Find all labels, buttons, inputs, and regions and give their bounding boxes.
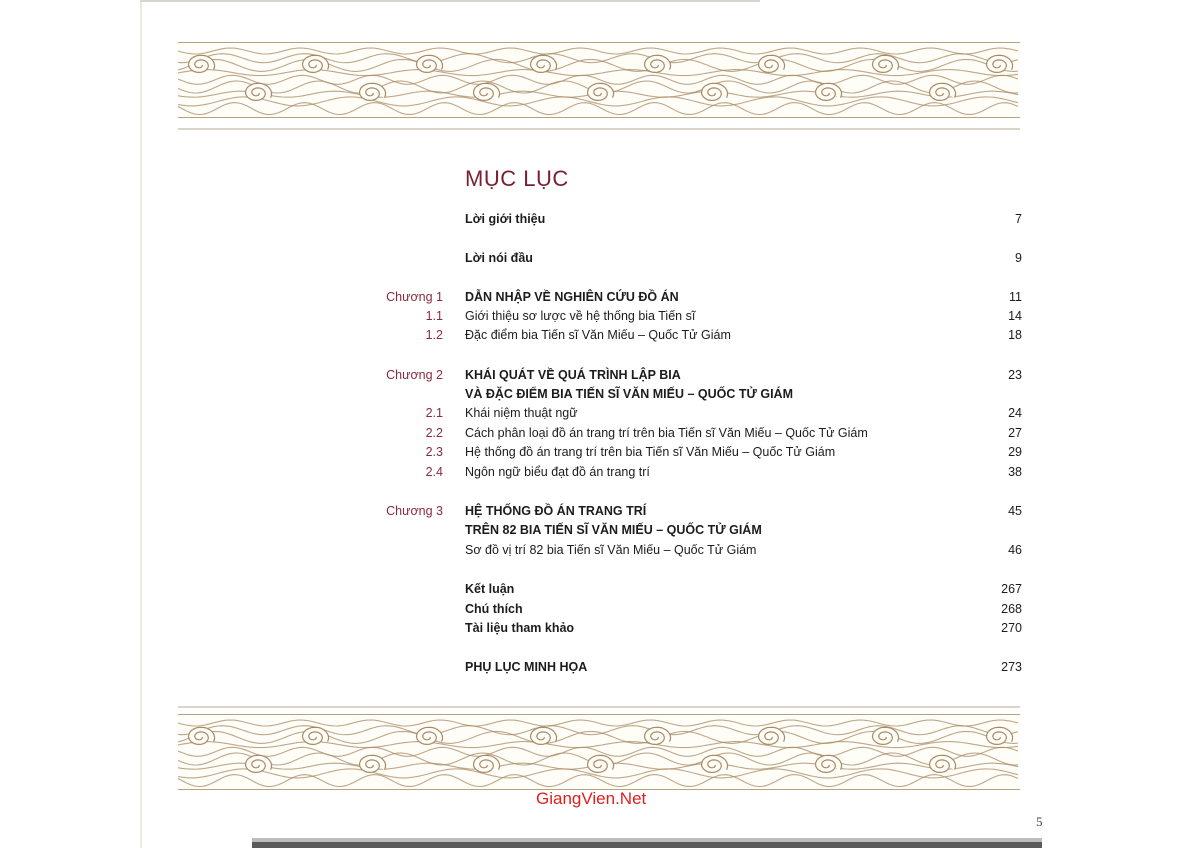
toc-entry-label: PHỤ LỤC MINH HỌA	[465, 660, 588, 674]
toc-chapter-number: Chương 3	[386, 504, 443, 518]
toc-entry-section-2-2[interactable]	[380, 426, 1022, 446]
toc-entry-page: 24	[1008, 406, 1022, 420]
toc-section-number: 1.2	[425, 328, 443, 342]
top-ornamental-border	[178, 42, 1020, 118]
toc-section-number: 2.4	[425, 465, 443, 479]
toc-entry-chapter-2-cont	[380, 387, 1022, 407]
toc-entry-label: HỆ THỐNG ĐỒ ÁN TRANG TRÍ	[465, 504, 647, 518]
toc-entry-section-1-1[interactable]	[380, 309, 1022, 329]
toc-entry-label: TRÊN 82 BIA TIẾN SĨ VĂN MIẾU – QUỐC TỬ GIÁM	[465, 523, 762, 537]
toc-entry-label: Lời nói đầu	[465, 251, 533, 265]
toc-entry-page: 270	[1001, 621, 1022, 635]
toc-entry-page: 9	[1015, 251, 1022, 265]
toc-entry-intro[interactable]	[380, 212, 1022, 232]
toc-entry-page: 45	[1008, 504, 1022, 518]
toc-entry-notes[interactable]	[380, 602, 1022, 622]
toc-section-number: 2.1	[425, 406, 443, 420]
toc-entry-page: 23	[1008, 368, 1022, 382]
toc-entry-page: 268	[1001, 602, 1022, 616]
toc-entry-page: 46	[1008, 543, 1022, 557]
toc-entry-preface[interactable]	[380, 251, 1022, 271]
toc-chapter-number: Chương 2	[386, 368, 443, 382]
toc-entry-page: 273	[1001, 660, 1022, 674]
toc-entry-references[interactable]	[380, 621, 1022, 641]
toc-entry-label: VÀ ĐẶC ĐIỂM BIA TIẾN SĨ VĂN MIẾU – QUỐC TỬ GIÁM	[465, 387, 793, 401]
toc-chapter-number: Chương 1	[386, 290, 443, 304]
toc-entry-label: Giới thiệu sơ lược về hệ thống bia Tiến sĩ	[465, 309, 696, 323]
site-watermark: GiangVien.Net	[536, 789, 647, 808]
toc-entry-page: 29	[1008, 445, 1022, 459]
toc-entry-page: 7	[1015, 212, 1022, 226]
toc-entry-appendix[interactable]	[380, 660, 1022, 680]
toc-entry-section-2-1[interactable]	[380, 406, 1022, 426]
page-number: 5	[1036, 814, 1043, 829]
page-gutter-edge	[140, 0, 142, 848]
toc-entry-label: Lời giới thiệu	[465, 212, 546, 226]
toc-entry-label: Đặc điểm bia Tiến sĩ Văn Miếu – Quốc Tử Giám	[465, 328, 731, 342]
toc-entry-label: Tài liệu tham khảo	[465, 621, 575, 635]
toc-entry-page: 14	[1008, 309, 1022, 323]
toc-entry-label: Hệ thống đồ án trang trí trên bia Tiến sĩ Văn Miếu – Quốc Tử Giám	[465, 445, 836, 459]
toc-title: MỤC LỤC	[465, 166, 569, 191]
bottom-rule	[178, 706, 1020, 708]
toc-entry-label: KHÁI QUÁT VỀ QUÁ TRÌNH LẬP BIA	[465, 368, 681, 382]
toc-entry-label: Cách phân loại đồ án trang trí trên bia Tiến sĩ Văn Miếu – Quốc Tử Giám	[465, 426, 868, 440]
toc-entry-chapter-3[interactable]	[380, 504, 1022, 524]
bottom-ornamental-border	[178, 714, 1020, 790]
toc-entry-label: DẪN NHẬP VỀ NGHIÊN CỨU ĐỒ ÁN	[465, 290, 679, 304]
toc-entry-page: 11	[1009, 290, 1022, 304]
toc-entry-label: Kết luận	[465, 582, 515, 596]
scan-top-edge	[140, 0, 760, 2]
top-rule	[178, 128, 1020, 130]
cloud-wave-ornament-top	[178, 43, 1020, 117]
toc-section-number: 2.3	[425, 445, 443, 459]
toc-entry-page: 27	[1008, 426, 1022, 440]
toc-entry-label: Sơ đồ vị trí 82 bia Tiến sĩ Văn Miếu – Quốc Tử Giám	[465, 543, 757, 557]
toc-entry-section-2-3[interactable]	[380, 445, 1022, 465]
toc-section-number: 1.1	[425, 309, 443, 323]
toc-entry-section-2-4[interactable]	[380, 465, 1022, 485]
toc-entry-label: Ngôn ngữ biểu đạt đồ án trang trí	[465, 465, 650, 479]
toc-entry-label: Khái niệm thuật ngữ	[465, 406, 578, 420]
toc-entry-section-1-2[interactable]	[380, 328, 1022, 348]
cloud-wave-ornament-bottom	[178, 715, 1020, 789]
toc-entry-label: Chú thích	[465, 602, 523, 616]
toc-entry-chapter-2[interactable]	[380, 368, 1022, 388]
toc-entry-conclusion[interactable]	[380, 582, 1022, 602]
toc-entry-page: 38	[1008, 465, 1022, 479]
toc-entry-stele-map[interactable]	[380, 543, 1022, 563]
toc-entry-chapter-1[interactable]	[380, 290, 1022, 310]
toc-section-number: 2.2	[425, 426, 443, 440]
toc-entry-page: 267	[1001, 582, 1022, 596]
toc-entry-chapter-3-cont	[380, 523, 1022, 543]
scan-bottom-edge	[252, 838, 1042, 848]
toc-entry-page: 18	[1008, 328, 1022, 342]
